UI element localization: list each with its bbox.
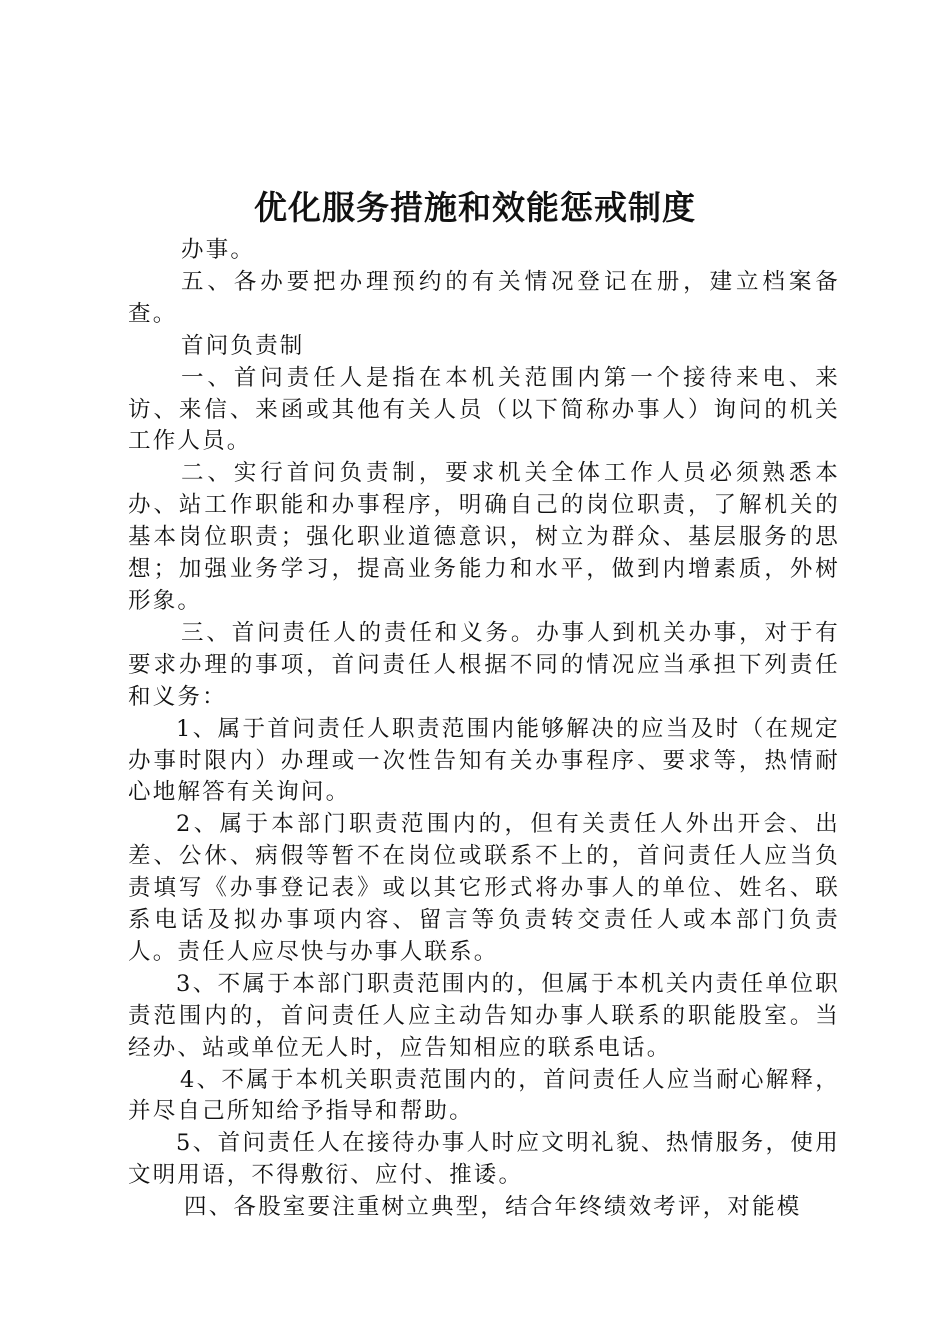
list-item: 2、属于本部门职责范围内的，但有关责任人外出开会、出差、公休、病假等暂不在岗位或联系不上的，首问责任人应当负责填写《办事登记表》或以其它形式将办事人的单位、姓名、联系电话及拟办事项内容、留言等负责转交责任人或本部门负责人。责任人应尽快与办事人联系。 [128, 811, 840, 965]
list-item: 3、不属于本部门职责范围内的，但属于本机关内责任单位职责范围内的，首问责任人应主动告知办事人联系的职能股室。当经办、站或单位无人时，应告知相应的联系电话。 [128, 970, 840, 1061]
list-item: 5、首问责任人在接待办事人时应文明礼貌、热情服务，使用文明用语，不得敷衍、应付、推诿。 [128, 1130, 840, 1189]
paragraph: 四、各股室要注重树立典型，结合年终绩效考评，对能模 [184, 1194, 802, 1221]
document-title: 优化服务措施和效能惩戒制度 [254, 188, 696, 227]
paragraph: 五、各办要把办理预约的有关情况登记在册，建立档案备查。 [128, 268, 840, 327]
list-item: 4、不属于本机关职责范围内的，首问责任人应当耐心解释，并尽自己所知给予指导和帮助。 [128, 1066, 840, 1125]
paragraph: 一、首问责任人是指在本机关范围内第一个接待来电、来访、来信、来函或其他有关人员（以下简称办事人）询问的机关工作人员。 [128, 364, 840, 455]
paragraph: 办事。 [181, 237, 256, 263]
section-heading: 首问负责制 [181, 332, 305, 359]
paragraph: 三、首问责任人的责任和义务。办事人到机关办事，对于有要求办理的事项，首问责任人根据不同的情况应当承担下列责任和义务： [128, 619, 840, 710]
document-body [128, 235, 840, 1224]
paragraph: 二、实行首问负责制，要求机关全体工作人员必须熟悉本办、站工作职能和办事程序，明确自己的岗位职责，了解机关的基本岗位职责；强化职业道德意识，树立为群众、基层服务的思想；加强业务学习，提高业务能力和水平，做到内增素质，外树形象。 [128, 460, 840, 614]
list-item: 1、属于首问责任人职责范围内能够解决的应当及时（在规定办事时限内）办理或一次性告知有关办事程序、要求等，热情耐心地解答有关询问。 [128, 715, 840, 806]
